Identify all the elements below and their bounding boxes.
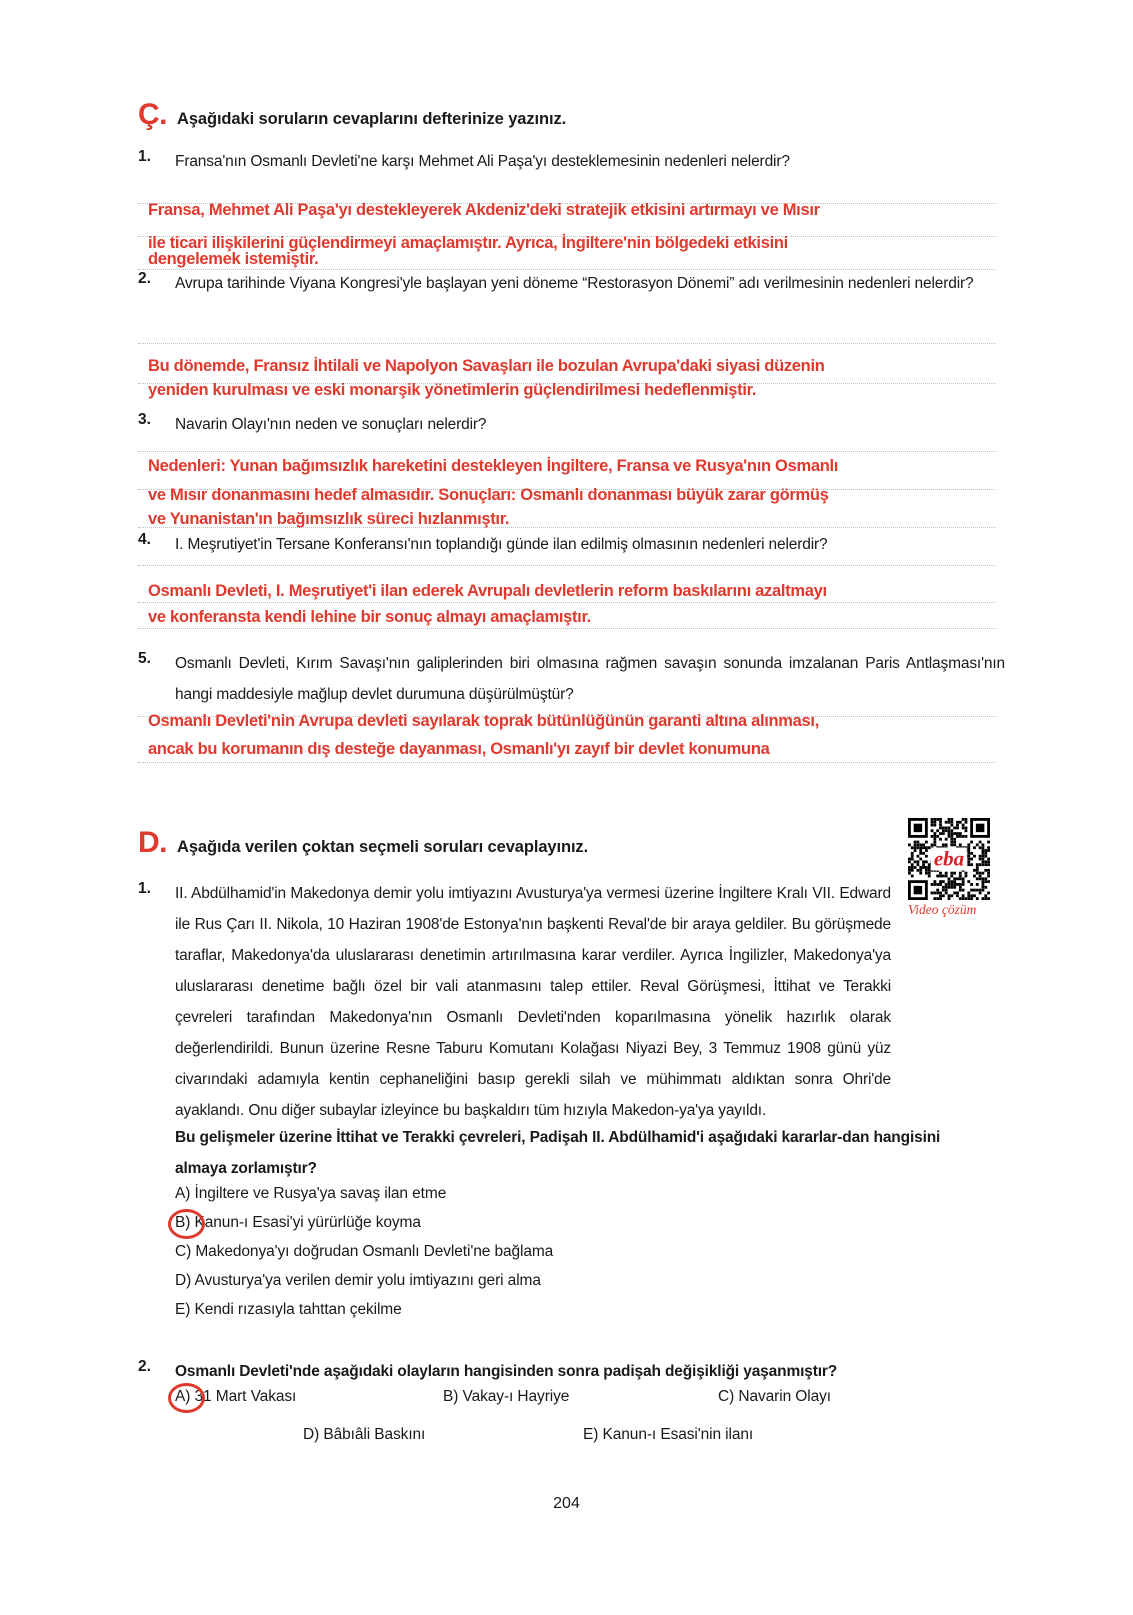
question-text: Fransa'nın Osmanlı Devleti'ne karşı Mehmet Ali Paşa'yı desteklemesinin nedenleri nelerdir?	[175, 153, 790, 170]
question-number: 2.	[138, 270, 151, 287]
section-letter-d: D.	[138, 826, 167, 859]
option-c[interactable]	[718, 1388, 831, 1406]
option-label: Kanun-ı Esasi'nin ilanı	[602, 1426, 754, 1443]
section-heading-d	[138, 828, 588, 858]
option-b[interactable]	[443, 1388, 569, 1406]
answer-rule	[138, 565, 996, 566]
option-key: C)	[718, 1388, 735, 1405]
section-title-d: Aşağıda verilen çoktan seçmeli soruları cevaplayınız.	[177, 838, 589, 856]
option-key: D)	[303, 1426, 320, 1443]
handwritten-answer-line: Nedenleri: Yunan bağımsızlık hareketini destekleyen İngiltere, Fransa ve Rusya'nın Osmanlı	[148, 457, 839, 475]
option-label: Bâbıâli Baskını	[323, 1426, 426, 1443]
option-c[interactable]	[175, 1243, 553, 1261]
option-label: İngiltere ve Rusya'ya savaş ilan etme	[194, 1185, 447, 1202]
handwritten-answer-line: ancak bu korumanın dış desteğe dayanması, Osmanlı'yı zayıf bir devlet konumuna	[148, 740, 770, 758]
option-key: D)	[175, 1272, 192, 1289]
option-d[interactable]	[175, 1272, 541, 1290]
handwritten-answer-line: ve Yunanistan'ın bağımsızlık süreci hızlanmıştır.	[148, 510, 510, 528]
handwritten-answer-line: Fransa, Mehmet Ali Paşa'yı destekleyerek Akdeniz'deki stratejik etkisini artırmayı ve Mısır	[148, 201, 820, 219]
handwritten-answer-line: Osmanlı Devleti, I. Meşrutiyet'i ilan ederek Avrupalı devletlerin reform baskılarını azaltmayı	[148, 582, 827, 600]
option-label: Makedonya'yı doğrudan Osmanlı Devleti'ne bağlama	[195, 1243, 554, 1260]
question-number: 5.	[138, 650, 151, 667]
question-number: 1.	[138, 148, 151, 165]
option-label: 31 Mart Vakası	[194, 1388, 297, 1405]
handwritten-answer-line: ve Mısır donanmasını hedef almasıdır. Sonuçları: Osmanlı donanması büyük zarar görmüş	[148, 486, 829, 504]
option-label: Kanun-ı Esasi'yi yürürlüğe koyma	[194, 1214, 421, 1231]
question-passage: II. Abdülhamid'in Makedonya demir yolu imtiyazını Avusturya'ya vermesi üzerine İngiltere Kralı VII. Edward ile Rus Çarı II. Nikola, 10 Haziran 1908'de Estonya'nın başkenti Reval'de bir araya geldiler. Bu görüşmede taraflar, Makedonya'da uluslararası denetimin artırılmasına karar verdiler. Ayrıca İngilizler, Makedonya'ya uluslararası denetime bağlı özel bir vali atanmasını talep ettiler. Reval Görüşmesi, İttihat ve Terakki çevreleri tarafından Makedonya'nın Osmanlı Devleti'nden koparılmasına yönelik hazırlık olarak değerlendirildi. Bunun üzerine Resne Taburu Komutanı Kolağası Niyazi Bey, 3 Temmuz 1908 günü yüz civarındaki adamıyla kentin cephaneliğini basıp gerekli silah ve mühimmatı aldıktan sonra Ohri'de ayaklandı. Onu diğer subaylar izleyince bu başkaldırı tüm hızıyla Makedon-ya'ya yayıldı.	[175, 885, 891, 1119]
question-stem: Osmanlı Devleti'nde aşağıdaki olayların hangisinden sonra padişah değişikliği yaşanmıştır?	[175, 1363, 838, 1380]
handwritten-answer-line: ve konferansta kendi lehine bir sonuç almayı amaçlamıştır.	[148, 608, 591, 626]
qr-code-image[interactable]	[908, 818, 990, 900]
option-label: Kendi rızasıyla tahttan çekilme	[194, 1301, 402, 1318]
qr-code-block[interactable]	[908, 818, 990, 900]
option-label: Navarin Olayı	[738, 1388, 831, 1405]
question-number: 1.	[138, 880, 151, 897]
question-number: 4.	[138, 531, 151, 548]
question-number: 3.	[138, 411, 151, 428]
option-key: A)	[175, 1388, 191, 1405]
selected-answer-circle	[168, 1383, 205, 1413]
handwritten-answer-line: Bu dönemde, Fransız İhtilali ve Napolyon Savaşları ile bozulan Avrupa'daki siyasi düzenin	[148, 357, 825, 375]
question-text: Avrupa tarihinde Viyana Kongresi'yle başlayan yeni döneme “Restorasyon Dönemi” adı verilmesinin nedenleri nelerdir?	[175, 275, 974, 292]
qr-caption: Video çözüm	[908, 902, 977, 917]
option-key: A)	[175, 1185, 191, 1202]
option-e[interactable]	[175, 1301, 402, 1319]
option-key: B)	[443, 1388, 459, 1405]
eba-logo: eba	[931, 848, 967, 871]
option-key: C)	[175, 1243, 192, 1260]
section-letter-c: Ç.	[138, 98, 167, 131]
section-heading-c	[138, 100, 566, 130]
page-number: 204	[553, 1495, 580, 1512]
option-e[interactable]	[583, 1426, 753, 1444]
question-text: Navarin Olayı'nın neden ve sonuçları nelerdir?	[175, 416, 487, 433]
question-stem: Bu gelişmeler üzerine İttihat ve Terakki çevreleri, Padişah II. Abdülhamid'i aşağıdaki kararlar-dan hangisini almaya zorlamıştır?	[175, 1129, 941, 1177]
option-label: Vakay-ı Hayriye	[462, 1388, 570, 1405]
option-b[interactable]	[175, 1214, 421, 1232]
handwritten-answer-line: Osmanlı Devleti'nin Avrupa devleti sayılarak toprak bütünlüğünün garanti altına alınması,	[148, 712, 819, 730]
answer-rule	[138, 343, 996, 344]
option-label: Avusturya'ya verilen demir yolu imtiyazını geri alma	[194, 1272, 541, 1289]
selected-answer-circle	[168, 1209, 205, 1239]
handwritten-answer-line: dengelemek istemiştir.	[148, 250, 319, 268]
handwritten-answer-line: yeniden kurulması ve eski monarşik yönetimlerin güçlendirilmesi hedeflenmiştir.	[148, 381, 757, 399]
question-number: 2.	[138, 1358, 151, 1375]
question-text: Osmanlı Devleti, Kırım Savaşı'nın galiplerinden biri olmasına rağmen savaşın sonunda imzalanan Paris Antlaşması'nın hangi maddesiyle mağlup devlet durumuna düşürülmüştür?	[175, 655, 1005, 703]
option-d[interactable]	[303, 1426, 425, 1444]
option-key: B)	[175, 1214, 191, 1231]
option-key: E)	[175, 1301, 191, 1318]
option-a[interactable]	[175, 1185, 446, 1203]
option-key: E)	[583, 1426, 599, 1443]
section-title-c: Aşağıdaki soruların cevaplarını defterinize yazınız.	[177, 110, 567, 128]
handwritten-answer-line: ile ticari ilişkilerini güçlendirmeyi amaçlamıştır. Ayrıca, İngiltere'nin bölgedeki etkisini	[148, 234, 788, 252]
question-text: I. Meşrutiyet'in Tersane Konferansı'nın toplandığı günde ilan edilmiş olmasının nedenleri nelerdir?	[175, 536, 828, 553]
